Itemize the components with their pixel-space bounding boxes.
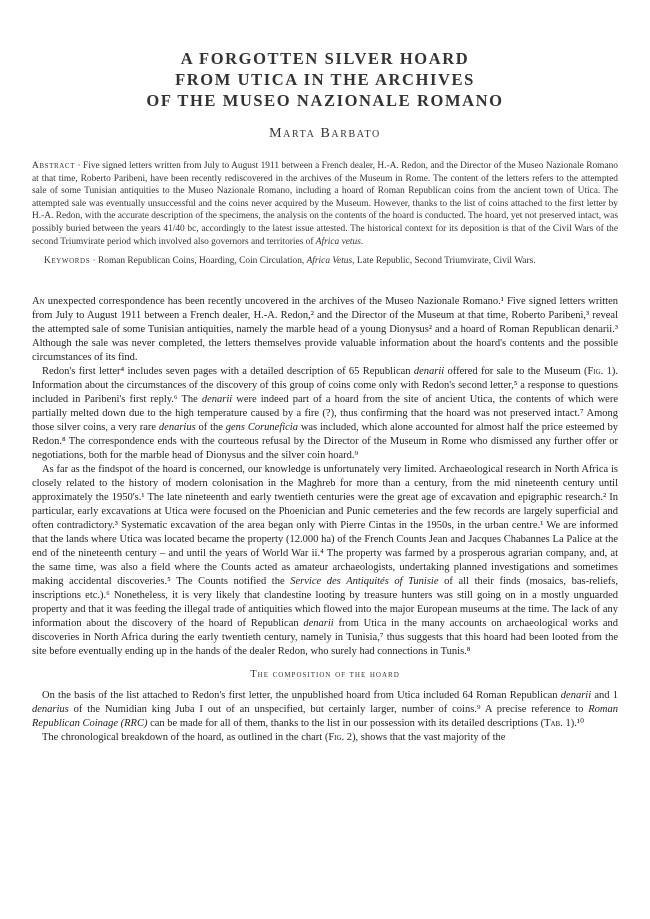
keywords-italic: Africa Vetus: [306, 256, 353, 267]
body-text: [32, 295, 618, 745]
table-ref: Tab. 1: [544, 717, 571, 729]
abstract-text: · Five signed letters written from July to August 1911 between a French dealer, H.-A. Redon, and the Director of the Museo Nazionale Romano at that time, Roberto Paribeni, have been recently rediscovered in the archives of the Museum in Rome. The content of the letters refers to the attempted sale of some Tunisian antiquities to the Museo Nazionale Romano, including a hoard of Roman Republican coins from the ancient town of Utica. The attempted sale was eventually unsuccessful and the coins never acquired by the Museum. However, thanks to the list of coins attached to the first letter by H.-A. Redon, with the accurate description of the specimens, the analysis on the contents of the hoard is conducted. The hoard, yet not preserved intact, was possibly buried between the years 41/40 bc, accordingly to the latest issue attested. The historical context for its deposition is that of the Civil Wars of the second Triumvirate period which involved also governors and territories of: [32, 161, 618, 247]
p4-italic: Roman Republican Coinage (RRC): [32, 703, 618, 729]
p2-text: was included, which alone accounted for almost half the price esteemed by Redon.⁸ The correspondence ends with the courteous refusal by the Director of the Museum in Rome who dismissed any further offer or negotiations, both for the marble head of Dionysus and the silver coin hoard.⁹: [32, 421, 618, 461]
paragraph-1: [32, 295, 618, 365]
figure-ref: Fig. 1: [587, 365, 612, 377]
abstract: [32, 160, 618, 248]
title-line-3: OF THE MUSEO NAZIONALE ROMANO: [146, 91, 504, 110]
p4-italic: denarius: [32, 703, 69, 715]
p2-italic: gens Coruneficia: [225, 421, 298, 433]
p4-text: and 1: [591, 689, 618, 701]
p3-text: of all their finds (mosaics, bas-reliefs, inscriptions etc.).⁶ Nonetheless, it is very likely that clandestine looting by treasure hunters was still going on in a mostly unguarded property and that it was feeding the illegal trade of antiquities which flowed into the major European museums at the time. The lack of any information about the discovery of the hoard of Republican: [32, 575, 618, 629]
keywords: [32, 255, 618, 268]
abstract-end: .: [360, 236, 364, 247]
drop-word: An: [32, 295, 45, 307]
title-line-1: A FORGOTTEN SILVER HOARD: [180, 49, 470, 68]
paragraph-5: [32, 731, 618, 745]
paragraph-2: [32, 365, 618, 463]
p3-text: As far as the findspot of the hoard is concerned, our knowledge is unfortunately very limited. Archaeological research in North Africa is closely related to the history of modern colonisation in the Maghreb for more than a century, from the mid nineteenth century until approximately the 1950's.¹ The late nineteenth and early twentieth centuries were the great age of excavation and epigraphic research.² In particular, early excavations at Utica were focused on the Phoenician and Punic cemeteries and the few records are largely superficial and often contradictory.³ Systematic excavation of the area began only with Pierre Cintas in the 1950s, in the urban centre.¹ We are informed that the lands where Utica was located became the property (12.000 ha) of the French Counts Jean and Jacques Chabannes La Palice at the end of the nineteenth century – and until the years of World War ii.⁴ The property was farmed by a prosperous agrarian company, and, at the same time, was also a field where the Counts acted as amateur archaeologists, undertaking planned investigations and sometimes making accidental discoveries.⁵ The Counts notified the: [32, 463, 618, 587]
p2-italic: denarius: [158, 421, 196, 433]
section-heading: The composition of the hoard: [250, 668, 400, 680]
paragraph-1-text: unexpected correspondence has been recently uncovered in the archives of the Museo Nazionale Romano.¹ Five signed letters written from July to August 1911 between a French dealer, H.-A. Redon,² and the Director of the Museum at that time, Roberto Paribeni,³ reveal the attempted sale of some Tunisian antiquities, namely the marble head of a young Dionysus² and a hoard of Roman Republican denarii.³ Although the sale was never completed, the letters themselves provide valuable information about the hoard's contents and the possible circumstances of its find.: [32, 295, 618, 363]
p5-text: ), shows that the vast majority of the: [352, 731, 506, 743]
p2-text: offered for sale to the Museum (: [444, 365, 588, 377]
p2-text: were indeed part of a hoard from the site of ancient Utica, the contents of which were partially melted down due to the high temperature caused by a fire (?), thus confirming that the hoard was not preserved intact.⁷ Among those silver coins, a very rare: [32, 393, 618, 433]
paragraph-3: [32, 463, 618, 659]
p3-italic: Service des Antiquités of Tunisie: [290, 575, 439, 587]
keywords-label: Keywords: [44, 256, 91, 267]
abstract-italic: Africa vetus: [315, 236, 361, 247]
p4-italic: denarii: [560, 689, 592, 701]
keywords-text-b: , Late Republic, Second Triumvirate, Civil Wars.: [352, 256, 536, 267]
author-name: Marta Barbato: [269, 126, 381, 141]
p4-text: On the basis of the list attached to Redon's first letter, the unpublished hoard from Utica included 64 Roman Republican: [42, 689, 561, 701]
p2-italic: denarii: [201, 393, 233, 405]
p4-text: ).¹⁰: [570, 717, 585, 729]
paper-title: [32, 48, 618, 111]
keywords-text-a: · Roman Republican Coins, Hoarding, Coin Circulation,: [90, 256, 307, 267]
p2-text: of the: [195, 421, 226, 433]
title-line-2: FROM UTICA IN THE ARCHIVES: [175, 70, 475, 89]
figure-ref: Fig. 2: [328, 731, 353, 743]
p3-italic: denarii: [303, 617, 334, 629]
p2-italic: denarii: [413, 365, 445, 377]
p4-text: can be made for all of them, thanks to the list in our possession with its detailed descriptions (: [147, 717, 545, 729]
p2-text: ). Information about the circumstances of the discovery of this group of coins come only with Redon's second letter,⁵ a response to questions included in Paribeni's first reply.⁶ The: [32, 365, 618, 405]
p4-text: of the Numidian king Juba I out of an unspecified, but certainly larger, number of coins.⁹ A precise reference to: [68, 703, 589, 715]
p3-text: from Utica in the many accounts on archaeological works and discoveries in North Africa during the early twentieth century, namely in Tunisia,⁷ thus suggests that this hoard had been looted from the site before eventually ending up in the hands of the dealer Redon, who surely had connections in Tunis.⁸: [32, 617, 618, 657]
p2-text: Redon's first letter⁴ includes seven pages with a detailed description of 65 Republican: [42, 365, 414, 377]
paper-page: [32, 0, 618, 745]
p5-text: The chronological breakdown of the hoard, as outlined in the chart (: [42, 731, 329, 743]
abstract-label: Abstract: [32, 161, 76, 171]
paragraph-4: [32, 689, 618, 731]
